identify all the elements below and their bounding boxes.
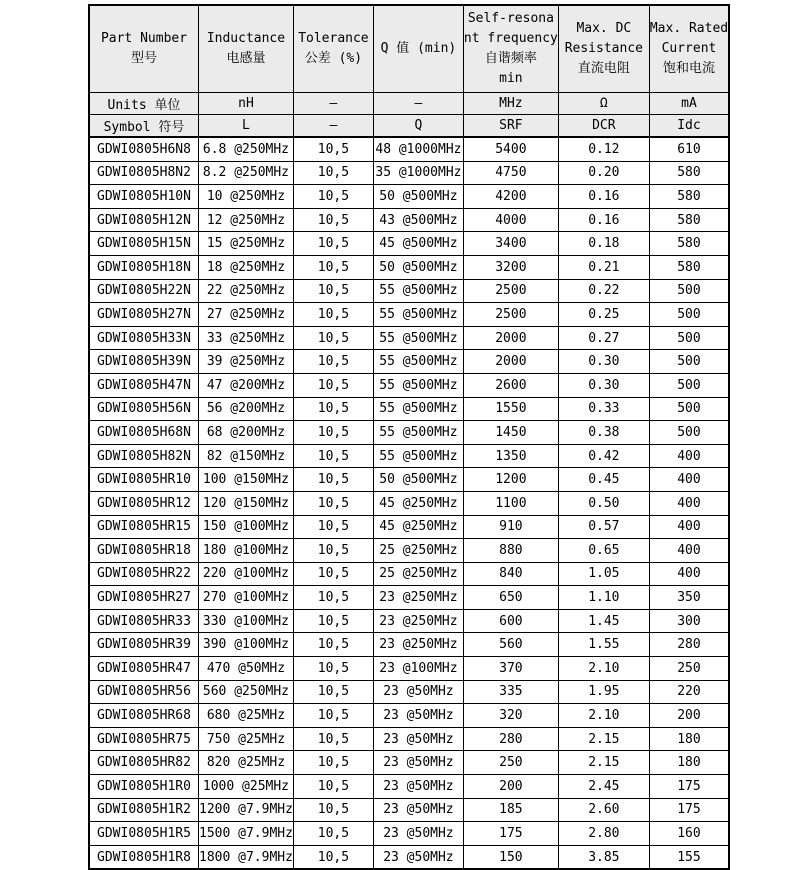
- cell-q-min: 23 @50MHz: [373, 775, 463, 799]
- cell-part-number: GDWI0805HR12: [89, 491, 199, 515]
- cell-part-number: GDWI0805H12N: [89, 208, 199, 232]
- table-row: [89, 491, 729, 515]
- cell-tolerance: 10,5: [293, 798, 373, 822]
- cell-idc: 400: [649, 491, 729, 515]
- cell-dcr: 0.50: [558, 491, 649, 515]
- cell-dcr: 2.10: [558, 704, 649, 728]
- cell-inductance: 33 @250MHz: [199, 326, 294, 350]
- cell-srf: 1350: [463, 444, 558, 468]
- cell-inductance: 1200 @7.9MHz: [199, 798, 294, 822]
- cell-part-number: GDWI0805H33N: [89, 326, 199, 350]
- cell-tolerance: 10,5: [293, 586, 373, 610]
- cell-dcr: 2.10: [558, 657, 649, 681]
- cell-idc: 500: [649, 279, 729, 303]
- cell-q-min: 50 @500MHz: [373, 255, 463, 279]
- table-row: [89, 845, 729, 869]
- cell-q-min: 23 @50MHz: [373, 845, 463, 869]
- cell-tolerance: 10,5: [293, 232, 373, 256]
- symbol-srf: SRF: [463, 115, 558, 138]
- cell-tolerance: 10,5: [293, 255, 373, 279]
- header-text: Q 值 (min): [380, 41, 457, 56]
- cell-idc: 350: [649, 586, 729, 610]
- cell-tolerance: 10,5: [293, 633, 373, 657]
- cell-dcr: 0.30: [558, 373, 649, 397]
- cell-inductance: 560 @250MHz: [199, 680, 294, 704]
- cell-dcr: 2.60: [558, 798, 649, 822]
- cell-dcr: 1.95: [558, 680, 649, 704]
- cell-idc: 500: [649, 326, 729, 350]
- cell-idc: 175: [649, 775, 729, 799]
- cell-srf: 650: [463, 586, 558, 610]
- spec-table: [88, 4, 730, 870]
- cell-inductance: 10 @250MHz: [199, 185, 294, 209]
- table-row: [89, 562, 729, 586]
- table-row: [89, 350, 729, 374]
- cell-dcr: 0.65: [558, 539, 649, 563]
- cell-idc: 400: [649, 515, 729, 539]
- cell-tolerance: 10,5: [293, 421, 373, 445]
- cell-tolerance: 10,5: [293, 137, 373, 161]
- cell-part-number: GDWI0805H1R0: [89, 775, 199, 799]
- table-row: [89, 586, 729, 610]
- cell-part-number: GDWI0805H1R5: [89, 822, 199, 846]
- cell-part-number: GDWI0805H39N: [89, 350, 199, 374]
- cell-inductance: 15 @250MHz: [199, 232, 294, 256]
- cell-part-number: GDWI0805HR47: [89, 657, 199, 681]
- cell-srf: 1550: [463, 397, 558, 421]
- table-row: [89, 137, 729, 161]
- table-row: [89, 373, 729, 397]
- cell-idc: 175: [649, 798, 729, 822]
- cell-dcr: 0.25: [558, 303, 649, 327]
- cell-idc: 500: [649, 421, 729, 445]
- cell-srf: 250: [463, 751, 558, 775]
- cell-inductance: 6.8 @250MHz: [199, 137, 294, 161]
- table-row: [89, 421, 729, 445]
- cell-srf: 175: [463, 822, 558, 846]
- table-row: [89, 303, 729, 327]
- cell-part-number: GDWI0805HR75: [89, 727, 199, 751]
- cell-inductance: 8.2 @250MHz: [199, 161, 294, 185]
- units-idc: mA: [649, 93, 729, 115]
- cell-dcr: 0.20: [558, 161, 649, 185]
- cell-q-min: 55 @500MHz: [373, 444, 463, 468]
- symbol-idc: Idc: [649, 115, 729, 138]
- cell-srf: 4200: [463, 185, 558, 209]
- table-row: [89, 633, 729, 657]
- cell-part-number: GDWI0805H22N: [89, 279, 199, 303]
- table-row: [89, 775, 729, 799]
- cell-srf: 1100: [463, 491, 558, 515]
- table-row: [89, 397, 729, 421]
- cell-q-min: 55 @500MHz: [373, 326, 463, 350]
- cell-tolerance: 10,5: [293, 609, 373, 633]
- cell-dcr: 0.30: [558, 350, 649, 374]
- units-dcr: Ω: [558, 93, 649, 115]
- cell-inductance: 120 @150MHz: [199, 491, 294, 515]
- header-text: nt frequency: [463, 31, 558, 46]
- cell-dcr: 2.15: [558, 727, 649, 751]
- cell-part-number: GDWI0805H18N: [89, 255, 199, 279]
- cell-q-min: 23 @50MHz: [373, 751, 463, 775]
- cell-part-number: GDWI0805H47N: [89, 373, 199, 397]
- cell-dcr: 0.42: [558, 444, 649, 468]
- header-text: Max. Rated: [649, 21, 729, 36]
- header-q-min: [373, 5, 463, 93]
- cell-dcr: 1.55: [558, 633, 649, 657]
- cell-q-min: 23 @250MHz: [373, 586, 463, 610]
- cell-srf: 2000: [463, 326, 558, 350]
- cell-dcr: 0.12: [558, 137, 649, 161]
- table-row: [89, 751, 729, 775]
- cell-srf: 280: [463, 727, 558, 751]
- cell-idc: 180: [649, 751, 729, 775]
- cell-part-number: GDWI0805H8N2: [89, 161, 199, 185]
- cell-tolerance: 10,5: [293, 373, 373, 397]
- cell-inductance: 1500 @7.9MHz: [199, 822, 294, 846]
- cell-inductance: 27 @250MHz: [199, 303, 294, 327]
- table-row: [89, 468, 729, 492]
- cell-q-min: 25 @250MHz: [373, 562, 463, 586]
- header-max-dc-resistance: [558, 5, 649, 93]
- cell-srf: 4000: [463, 208, 558, 232]
- cell-dcr: 0.33: [558, 397, 649, 421]
- table-row: [89, 279, 729, 303]
- cell-q-min: 25 @250MHz: [373, 539, 463, 563]
- cell-inductance: 750 @25MHz: [199, 727, 294, 751]
- header-text: 自谐频率: [484, 51, 537, 66]
- header-text: 电感量: [226, 51, 266, 66]
- cell-tolerance: 10,5: [293, 350, 373, 374]
- cell-tolerance: 10,5: [293, 845, 373, 869]
- cell-srf: 370: [463, 657, 558, 681]
- cell-q-min: 23 @250MHz: [373, 609, 463, 633]
- cell-tolerance: 10,5: [293, 444, 373, 468]
- header-text: Self-resona: [467, 11, 554, 26]
- header-text: Current: [661, 41, 717, 56]
- cell-idc: 180: [649, 727, 729, 751]
- cell-dcr: 1.45: [558, 609, 649, 633]
- table-row: [89, 539, 729, 563]
- header-text: Max. DC: [576, 21, 632, 36]
- symbol-q-min: Q: [373, 115, 463, 138]
- cell-idc: 580: [649, 255, 729, 279]
- cell-q-min: 23 @50MHz: [373, 680, 463, 704]
- table-row: [89, 798, 729, 822]
- cell-tolerance: 10,5: [293, 657, 373, 681]
- cell-tolerance: 10,5: [293, 539, 373, 563]
- cell-inductance: 18 @250MHz: [199, 255, 294, 279]
- cell-part-number: GDWI0805HR82: [89, 751, 199, 775]
- cell-srf: 2500: [463, 279, 558, 303]
- table-row: [89, 822, 729, 846]
- cell-srf: 4750: [463, 161, 558, 185]
- cell-dcr: 0.16: [558, 185, 649, 209]
- cell-dcr: 2.15: [558, 751, 649, 775]
- header-text: 公差 (%): [304, 51, 363, 66]
- cell-part-number: GDWI0805H1R2: [89, 798, 199, 822]
- cell-tolerance: 10,5: [293, 751, 373, 775]
- cell-inductance: 1800 @7.9MHz: [199, 845, 294, 869]
- cell-idc: 220: [649, 680, 729, 704]
- cell-dcr: 0.57: [558, 515, 649, 539]
- table-row: [89, 680, 729, 704]
- cell-tolerance: 10,5: [293, 562, 373, 586]
- units-inductance: nH: [199, 93, 294, 115]
- cell-srf: 5400: [463, 137, 558, 161]
- cell-part-number: GDWI0805H6N8: [89, 137, 199, 161]
- cell-dcr: 0.16: [558, 208, 649, 232]
- cell-tolerance: 10,5: [293, 208, 373, 232]
- table-row: [89, 161, 729, 185]
- cell-tolerance: 10,5: [293, 822, 373, 846]
- cell-inductance: 39 @250MHz: [199, 350, 294, 374]
- cell-inductance: 270 @100MHz: [199, 586, 294, 610]
- cell-srf: 880: [463, 539, 558, 563]
- header-part-number: [89, 5, 199, 93]
- cell-q-min: 23 @250MHz: [373, 633, 463, 657]
- cell-dcr: 0.45: [558, 468, 649, 492]
- cell-srf: 1200: [463, 468, 558, 492]
- cell-dcr: 0.21: [558, 255, 649, 279]
- cell-inductance: 12 @250MHz: [199, 208, 294, 232]
- cell-tolerance: 10,5: [293, 303, 373, 327]
- cell-idc: 155: [649, 845, 729, 869]
- cell-idc: 280: [649, 633, 729, 657]
- cell-part-number: GDWI0805HR27: [89, 586, 199, 610]
- cell-idc: 200: [649, 704, 729, 728]
- cell-q-min: 23 @100MHz: [373, 657, 463, 681]
- cell-inductance: 56 @200MHz: [199, 397, 294, 421]
- cell-srf: 3400: [463, 232, 558, 256]
- cell-srf: 320: [463, 704, 558, 728]
- cell-idc: 400: [649, 468, 729, 492]
- cell-idc: 500: [649, 397, 729, 421]
- units-row-label: Units 单位: [89, 93, 199, 115]
- cell-srf: 2600: [463, 373, 558, 397]
- cell-idc: 400: [649, 444, 729, 468]
- cell-inductance: 150 @100MHz: [199, 515, 294, 539]
- cell-q-min: 35 @1000MHz: [373, 161, 463, 185]
- cell-dcr: 2.45: [558, 775, 649, 799]
- symbol-dcr: DCR: [558, 115, 649, 138]
- cell-tolerance: 10,5: [293, 468, 373, 492]
- table-row: [89, 657, 729, 681]
- table-row: [89, 444, 729, 468]
- cell-idc: 610: [649, 137, 729, 161]
- cell-idc: 580: [649, 208, 729, 232]
- spec-table-body: [89, 137, 729, 869]
- header-inductance: [199, 5, 294, 93]
- cell-part-number: GDWI0805HR39: [89, 633, 199, 657]
- cell-tolerance: 10,5: [293, 727, 373, 751]
- cell-tolerance: 10,5: [293, 680, 373, 704]
- cell-q-min: 55 @500MHz: [373, 421, 463, 445]
- cell-q-min: 55 @500MHz: [373, 373, 463, 397]
- cell-idc: 400: [649, 539, 729, 563]
- cell-srf: 840: [463, 562, 558, 586]
- cell-q-min: 55 @500MHz: [373, 279, 463, 303]
- symbol-inductance: L: [199, 115, 294, 138]
- cell-inductance: 220 @100MHz: [199, 562, 294, 586]
- cell-part-number: GDWI0805H56N: [89, 397, 199, 421]
- cell-inductance: 390 @100MHz: [199, 633, 294, 657]
- cell-srf: 3200: [463, 255, 558, 279]
- table-row: [89, 704, 729, 728]
- header-self-resonant-frequency: [463, 5, 558, 93]
- cell-inductance: 680 @25MHz: [199, 704, 294, 728]
- cell-inductance: 100 @150MHz: [199, 468, 294, 492]
- table-row: [89, 208, 729, 232]
- header-row: [89, 5, 729, 93]
- cell-part-number: GDWI0805HR68: [89, 704, 199, 728]
- cell-tolerance: 10,5: [293, 161, 373, 185]
- header-max-rated-current: [649, 5, 729, 93]
- units-srf: MHz: [463, 93, 558, 115]
- cell-part-number: GDWI0805HR56: [89, 680, 199, 704]
- table-row: [89, 609, 729, 633]
- cell-idc: 500: [649, 350, 729, 374]
- cell-inductance: 180 @100MHz: [199, 539, 294, 563]
- cell-idc: 500: [649, 303, 729, 327]
- cell-tolerance: 10,5: [293, 491, 373, 515]
- cell-q-min: 48 @1000MHz: [373, 137, 463, 161]
- cell-inductance: 820 @25MHz: [199, 751, 294, 775]
- cell-part-number: GDWI0805H27N: [89, 303, 199, 327]
- cell-part-number: GDWI0805H68N: [89, 421, 199, 445]
- cell-idc: 580: [649, 161, 729, 185]
- cell-part-number: GDWI0805H82N: [89, 444, 199, 468]
- cell-srf: 910: [463, 515, 558, 539]
- cell-part-number: GDWI0805H10N: [89, 185, 199, 209]
- cell-part-number: GDWI0805HR33: [89, 609, 199, 633]
- cell-idc: 160: [649, 822, 729, 846]
- cell-part-number: GDWI0805HR15: [89, 515, 199, 539]
- cell-part-number: GDWI0805H1R8: [89, 845, 199, 869]
- cell-dcr: 0.18: [558, 232, 649, 256]
- symbol-row: [89, 115, 729, 138]
- cell-q-min: 23 @50MHz: [373, 704, 463, 728]
- cell-part-number: GDWI0805HR18: [89, 539, 199, 563]
- cell-q-min: 43 @500MHz: [373, 208, 463, 232]
- cell-srf: 560: [463, 633, 558, 657]
- cell-q-min: 50 @500MHz: [373, 468, 463, 492]
- table-row: [89, 185, 729, 209]
- cell-inductance: 330 @100MHz: [199, 609, 294, 633]
- header-text: Inductance: [206, 31, 286, 46]
- cell-idc: 580: [649, 185, 729, 209]
- cell-q-min: 55 @500MHz: [373, 397, 463, 421]
- cell-tolerance: 10,5: [293, 326, 373, 350]
- cell-srf: 2000: [463, 350, 558, 374]
- header-text: 直流电阻: [577, 61, 630, 76]
- units-tolerance: –: [293, 93, 373, 115]
- cell-inductance: 1000 @25MHz: [199, 775, 294, 799]
- cell-q-min: 45 @500MHz: [373, 232, 463, 256]
- cell-tolerance: 10,5: [293, 704, 373, 728]
- cell-q-min: 55 @500MHz: [373, 350, 463, 374]
- table-row: [89, 326, 729, 350]
- cell-inductance: 470 @50MHz: [199, 657, 294, 681]
- cell-dcr: 0.38: [558, 421, 649, 445]
- header-text: 型号: [130, 51, 157, 66]
- header-tolerance: [293, 5, 373, 93]
- cell-dcr: 1.05: [558, 562, 649, 586]
- units-q-min: –: [373, 93, 463, 115]
- table-row: [89, 255, 729, 279]
- cell-idc: 300: [649, 609, 729, 633]
- cell-srf: 200: [463, 775, 558, 799]
- table-row: [89, 232, 729, 256]
- cell-tolerance: 10,5: [293, 397, 373, 421]
- symbol-tolerance: –: [293, 115, 373, 138]
- header-text: Resistance: [564, 41, 643, 56]
- cell-srf: 600: [463, 609, 558, 633]
- header-text: Part Number: [100, 31, 188, 46]
- cell-inductance: 47 @200MHz: [199, 373, 294, 397]
- cell-idc: 580: [649, 232, 729, 256]
- cell-idc: 500: [649, 373, 729, 397]
- cell-tolerance: 10,5: [293, 515, 373, 539]
- cell-idc: 400: [649, 562, 729, 586]
- symbol-row-label: Symbol 符号: [89, 115, 199, 138]
- cell-dcr: 2.80: [558, 822, 649, 846]
- cell-inductance: 82 @150MHz: [199, 444, 294, 468]
- cell-srf: 1450: [463, 421, 558, 445]
- cell-tolerance: 10,5: [293, 279, 373, 303]
- table-row: [89, 727, 729, 751]
- cell-tolerance: 10,5: [293, 775, 373, 799]
- table-row: [89, 515, 729, 539]
- cell-dcr: 1.10: [558, 586, 649, 610]
- header-text: Tolerance: [298, 31, 369, 46]
- units-row: [89, 93, 729, 115]
- cell-part-number: GDWI0805H15N: [89, 232, 199, 256]
- cell-inductance: 68 @200MHz: [199, 421, 294, 445]
- cell-q-min: 55 @500MHz: [373, 303, 463, 327]
- cell-q-min: 23 @50MHz: [373, 822, 463, 846]
- cell-q-min: 23 @50MHz: [373, 798, 463, 822]
- cell-q-min: 23 @50MHz: [373, 727, 463, 751]
- cell-inductance: 22 @250MHz: [199, 279, 294, 303]
- cell-idc: 250: [649, 657, 729, 681]
- header-text: 饱和电流: [662, 61, 715, 76]
- cell-tolerance: 10,5: [293, 185, 373, 209]
- cell-dcr: 0.22: [558, 279, 649, 303]
- cell-q-min: 50 @500MHz: [373, 185, 463, 209]
- cell-part-number: GDWI0805HR22: [89, 562, 199, 586]
- cell-srf: 335: [463, 680, 558, 704]
- cell-srf: 185: [463, 798, 558, 822]
- cell-srf: 150: [463, 845, 558, 869]
- cell-q-min: 45 @250MHz: [373, 515, 463, 539]
- cell-q-min: 45 @250MHz: [373, 491, 463, 515]
- header-text: min: [499, 71, 523, 86]
- cell-dcr: 0.27: [558, 326, 649, 350]
- cell-srf: 2500: [463, 303, 558, 327]
- cell-dcr: 3.85: [558, 845, 649, 869]
- cell-part-number: GDWI0805HR10: [89, 468, 199, 492]
